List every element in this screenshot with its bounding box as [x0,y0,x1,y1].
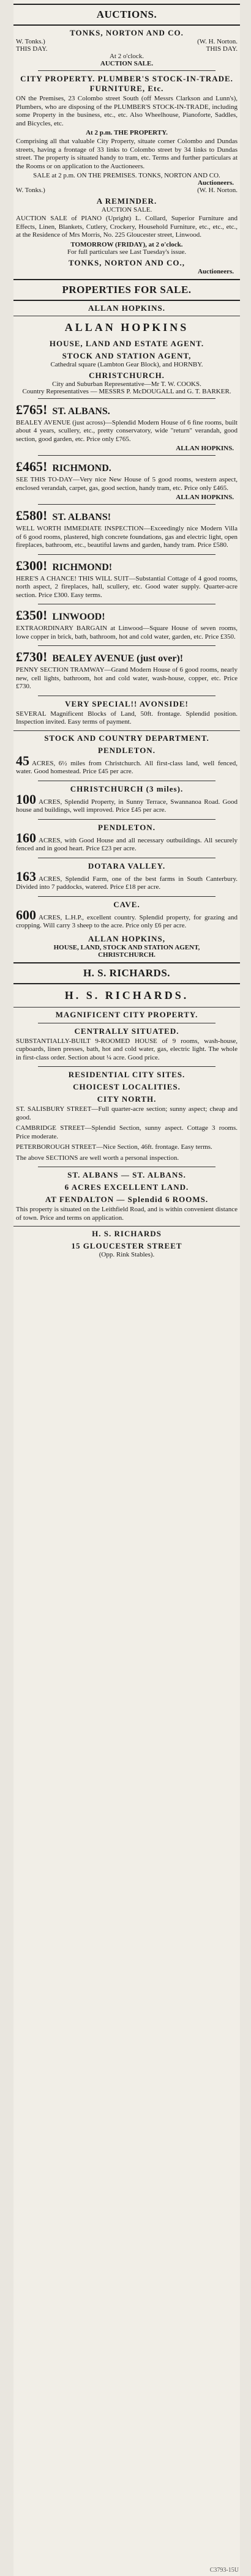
listing-signature: ALLAN HOPKINS. [176,494,234,501]
department-heading: STOCK AND COUNTRY DEPARTMENT. [44,733,209,743]
listing-body: ST. SALISBURY STREET—Full quarter-acre section; sunny aspect; cheap and good. [16,1105,238,1121]
listing-acres: 160 [16,830,36,845]
listing [13,402,240,418]
listing-body: CAMBRIDGE STREET—Splendid Section, sunny aspect. Cottage 3 rooms. Price moderate. [16,1124,238,1140]
firm-signature: HOUSE, LAND, STOCK AND STATION AGENT, [53,943,200,951]
listing-title: PENDLETON. [98,822,155,832]
listing [13,459,240,475]
archive-stamp: C3793-15U [209,2567,239,2574]
divider [38,455,215,456]
divider [38,70,215,71]
country-representatives: Country Representatives — MESSRS P. McDOUGALL and G. T. BARKER. [22,387,231,395]
agent-name: ALLAN HOPKINS [64,321,189,333]
divider [13,1226,240,1227]
partner-line: W. Tonks.) (W. H. Norton. [16,187,238,194]
listing-body: BEALEY AVENUE (just across)—Splendid Modern House of 6 fine rooms, built about 4 years, scullery, etc., pretty conservatory, wide "return" verandah, good section, good garden, etc. Price only £765. [16,418,238,443]
listing-price: £580! [16,508,48,523]
richards-name: H. S. RICHARDS. [64,989,189,1001]
listing-body: HERE'S A CHANCE! THIS WILL SUIT—Substantial Cottage of 4 good rooms, north aspect, 2 fireplaces, hall, scullery, etc. Good water supply. Quarter-acre section. Price £300. Easy terms. [16,574,238,599]
listing-body: PENNY SECTION TRAMWAY—Grand Modern House of 6 good rooms, nearly new, cell lights, bathroom, hot and cold water, wash-house, copper, etc. Price £730. [16,666,238,690]
auction-sale-label: AUCTION SALE. [101,206,152,213]
auction-item-body: ON the Premises, 23 Colombo street South (off Messrs Clarkson and Lunn's), Plumbers, who are disposing of the PLUMBER'S STOCK-IN-TRADE, including some Property in the business, etc., etc. Also Wheelhouse, Pianoforte, Saddles, and Bicycles, etc. [16,95,238,127]
agent-subtitle: STOCK AND STATION AGENT, [62,351,192,360]
listing-text: ACRES, L.H.P., excellent country. Splendid property, for grazing and cropping. Will carry 3 sheep to the acre. Price only £6 per acre. [16,913,238,929]
listing-text: ACRES, Splendid Farm, one of the best farms in South Canterbury. Divided into 7 paddocks, watered. Price £18 per acre. [16,875,238,891]
listing [13,649,240,665]
partner-line: W. Tonks.) (W. H. Norton. [16,38,238,45]
listing-body: EXTRAORDINARY BARGAIN at Linwood—Square House of seven rooms, lowe copper in brick, bath, bathroom, hot and cold water, garden, etc. Price £350. [16,625,238,640]
divider [38,896,215,897]
auction-note: For full particulars see Last Tuesday's issue. [67,248,187,256]
listing-body: This property is situated on the Leithfield Road, and is within convenient distance of town. Price and terms on application. [16,1206,238,1222]
section-heading: 6 ACRES EXCELLENT LAND. [64,1182,189,1192]
auctioneers-label: Auctioneers. [198,267,234,275]
listing-price: £350! [16,607,48,623]
auction-item-title: CITY PROPERTY. PLUMBER'S STOCK-IN-TRADE. FURNITURE, Etc. [20,74,233,93]
divider [13,1007,240,1008]
listing-body [13,868,240,893]
newspaper-page [13,0,240,2576]
listing-location: RICHMOND. [52,463,111,473]
agent-subtitle: HOUSE, LAND AND ESTATE AGENT. [49,338,204,348]
listing-acres: 100 [16,791,36,807]
listing [13,607,240,623]
listing-acres: 600 [16,907,36,922]
divider [38,554,215,555]
listing-body: The above SECTIONS are well worth a personal inspection. [16,1154,179,1162]
section-heading: AT FENDALTON — Splendid 6 ROOMS. [45,1195,209,1204]
section-heading: CITY NORTH. [97,1094,157,1104]
reminder-heading: A REMINDER. [96,196,157,206]
agent-address: Cathedral square (Lambton Gear Block), and HORNBY. [50,360,203,368]
listing-body [13,830,240,855]
listing [13,558,240,574]
office-location: CHRISTCHURCH. [89,370,165,380]
section-heading: RESIDENTIAL CITY SITES. [68,1070,185,1079]
auctioneer-firm: TONKS, NORTON AND CO. [70,28,184,37]
auctioneer-firm: TONKS, NORTON AND CO., [68,258,185,267]
listing-body: SEE THIS TO-DAY—Very nice New House of 5 good rooms, western aspect, enclosed verandah, carpet, gas, good section, handy tram, etc. Price only £465. [16,476,238,492]
listing-price: £300! [16,557,48,573]
listing-title: DOTARA VALLEY. [88,861,166,870]
listing-location: LINWOOD! [52,612,105,622]
listing-location: RICHMOND! [52,562,113,573]
listing-price: £465! [16,459,48,474]
section-heading: ST. ALBANS — ST. ALBANS. [67,1170,186,1179]
city-representative: City and Suburban Representative—Mr T. W. COOKS. [52,380,201,388]
listing-body [13,791,240,816]
divider [38,398,215,399]
firm-signature: CHRISTCHURCH. [98,951,155,959]
listing-signature: ALLAN HOPKINS. [176,445,234,452]
listing-price: £730! [16,649,48,664]
time-line: At 2 o'clock. [109,53,144,60]
listing-body [13,907,240,932]
listing-text: ACRES, Splendid Property, in Sunny Terrace, Swannanoa Road. Good house and buildings, well improved. Price £45 per acre. [16,798,238,814]
properties-heading: PROPERTIES FOR SALE. [13,279,240,301]
sale-line: SALE at 2 p.m. ON THE PREMISES. TONKS, NORTON AND CO. [33,172,220,179]
listing-title: CAVE. [113,899,140,909]
sale-label: AUCTION SALE. [100,60,154,67]
listing-title: PENDLETON. [98,745,155,755]
listing-price: £765! [16,401,48,417]
section-heading: MAGNIFICENT CITY PROPERTY. [55,1009,198,1019]
divider [38,819,215,820]
listing-body [13,752,240,778]
listing-title: VERY SPECIAL!! AVONSIDE! [65,699,189,708]
auction-date: TOMORROW (FRIDAY), at 2 o'clock. [70,240,183,248]
firm-signature: ALLAN HOPKINS, [88,934,165,943]
listing-location: ST. ALBANS! [52,512,111,522]
footer-note: (Opp. Rink Stables). [99,1251,155,1258]
auctioneers-label: Auctioneers. [198,179,234,187]
auction-item-title: At 2 p.m. THE PROPERTY. [86,129,168,136]
listing-title: CHRISTCHURCH (3 miles). [70,784,184,793]
listing-acres: 45 [16,752,29,768]
auction-item-body: AUCTION SALE of PIANO (Upright) L. Collard, Superior Furniture and Effects, Linen, Blankets, Cutlery, Crockery, Household Furniture, etc., etc., etc., at the Residence of Mrs Morris, No. 225 Gloucester street, Linwood. [16,215,238,239]
listing-location: BEALEY AVENUE (just over)! [52,653,184,664]
footer-address: 15 GLOUCESTER STREET [71,1241,182,1250]
listing-location: ST. ALBANS. [52,406,110,417]
agent-heading: ALLAN HOPKINS. [88,303,165,313]
richards-heading: H. S. RICHARDS. [13,962,240,984]
listing-acres: 163 [16,868,36,884]
divider [13,730,240,731]
this-day-line: THIS DAY. THIS DAY. [16,45,238,53]
divider [38,1066,215,1067]
footer-name: H. S. RICHARDS [92,1229,162,1238]
divider [38,645,215,646]
auctions-heading: AUCTIONS. [13,4,240,26]
auction-item-body: Comprising all that valuable City Property, situate corner Colombo and Dundas streets, having a frontage of 33 links to Colombo street by 34 links to Dundas street. The property is situated handy to tram, etc. Terms and further particulars at the Rooms or on application to the Auctioneers. [16,138,238,170]
listing-body: SUBSTANTIALLY-BUILT 9-ROOMED HOUSE of 9 rooms, wash-house, cupboards, linen presses, bath, hot and cold water, gas, electric light. The whole in first-class order. Section about ¼ acre. Good price. [16,1037,238,1061]
divider [38,504,215,505]
listing [13,508,240,524]
listing-text: ACRES, 6½ miles from Christchurch. All first-class land, well fenced, water. Good homestead. Price £45 per acre. [16,759,238,775]
listing-body: PETERBOROUGH STREET—Nice Section, 46ft. frontage. Easy terms. [16,1143,212,1151]
listing-body: WELL WORTH IMMEDIATE INSPECTION—Exceedingly nice Modern Villa of 6 good rooms, plastered, high concrete foundations, gas and electric light, open fireplaces, bathroom, etc., beautiful lawns and garden, handy tram. Price £580. [16,525,238,549]
section-heading: CENTRALLY SITUATED. [74,1026,179,1036]
section-heading: CHOICEST LOCALITIES. [73,1082,181,1091]
listing-body: SEVERAL Magnificent Blocks of Land, 50ft. frontage. Splendid position. Inspection invited. Easy terms of payment. [16,710,238,726]
listing-text: ACRES, with Good House and all necessary outbuildings. All securely fenced and in good heart. Price £23 per acre. [16,836,238,852]
